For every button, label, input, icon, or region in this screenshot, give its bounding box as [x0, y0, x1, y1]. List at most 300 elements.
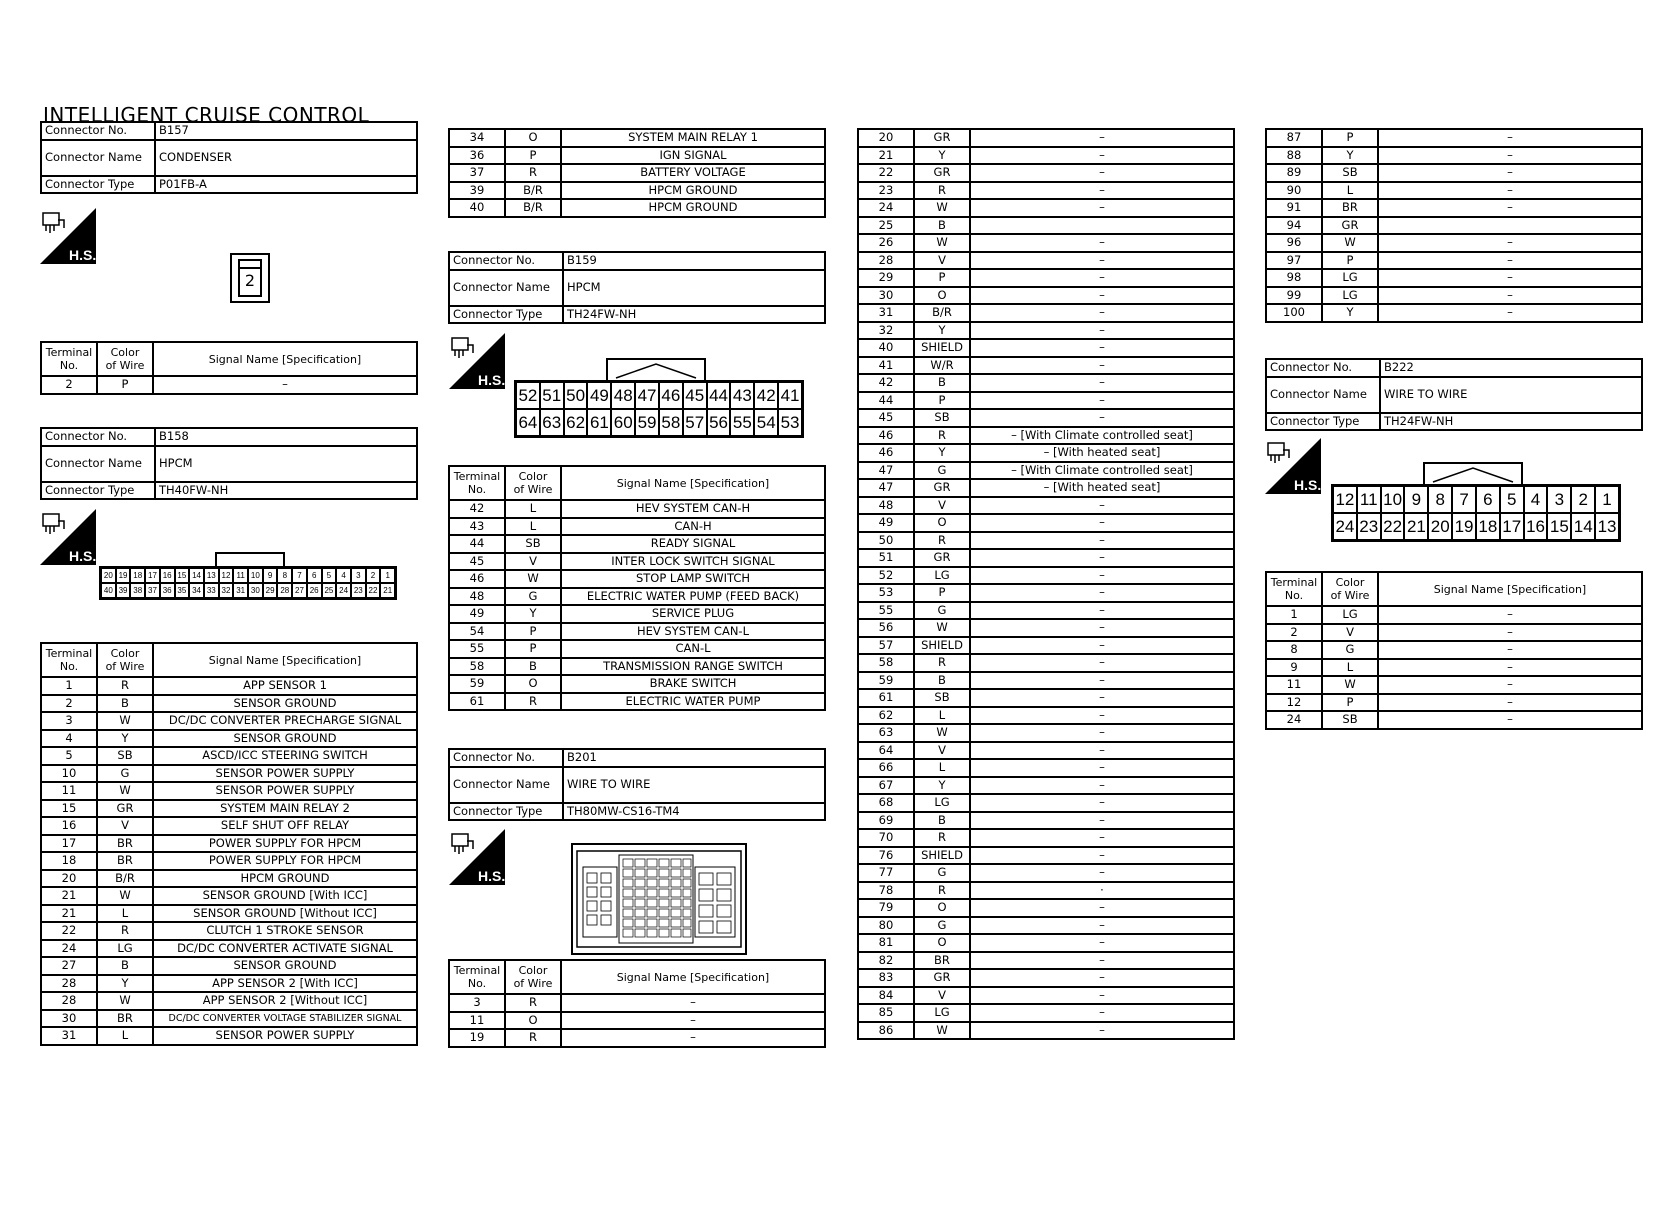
color-cell: O [505, 129, 561, 147]
color-cell: B/R [97, 870, 153, 888]
signal-cell: – [561, 994, 825, 1012]
color-cell: Y [1322, 147, 1378, 165]
connector-b159-terminals [448, 465, 826, 711]
connector-pin: 20 [1428, 513, 1452, 540]
connector-type-value: TH40FW-NH [155, 482, 417, 500]
connector-b159-info [448, 251, 826, 324]
table-row [858, 672, 1234, 690]
connector-pin: 23 [1357, 513, 1381, 540]
table-row [449, 553, 825, 571]
connector-pin: 39 [116, 583, 131, 598]
connector-name-value: WIRE TO WIRE [1380, 377, 1642, 413]
signal-cell: – [970, 374, 1234, 392]
signal-cell: – [970, 917, 1234, 935]
signal-cell [970, 217, 1234, 235]
table-row [449, 588, 825, 606]
connector-pin: 30 [248, 583, 263, 598]
connector-pin: 26 [307, 583, 322, 598]
terminal-cell: 57 [858, 637, 914, 655]
color-cell: L [505, 518, 561, 536]
table-row [858, 619, 1234, 637]
signal-cell: – [970, 864, 1234, 882]
connector-pin: 45 [683, 382, 707, 409]
color-cell: V [914, 497, 970, 515]
terminal-cell: 2 [1266, 624, 1322, 642]
connector-pin: 57 [683, 409, 707, 436]
connector-type-value: TH80MW-CS16-TM4 [563, 803, 825, 821]
table-row [858, 899, 1234, 917]
color-cell: SB [97, 747, 153, 765]
signal-cell: HEV SYSTEM CAN-L [561, 623, 825, 641]
color-cell: GR [914, 969, 970, 987]
table-row [1266, 217, 1642, 235]
color-cell: P [505, 147, 561, 165]
connector-pin: 20 [101, 568, 116, 583]
terminal-cell: 11 [449, 1012, 505, 1030]
signal-cell: SYSTEM MAIN RELAY 1 [561, 129, 825, 147]
table-row [858, 287, 1234, 305]
connector-pin: 1 [1595, 486, 1619, 513]
table-row [858, 969, 1234, 987]
terminal-cell: 48 [858, 497, 914, 515]
signal-cell: – [With heated seat] [970, 444, 1234, 462]
color-cell: Y [914, 322, 970, 340]
terminal-cell: 51 [858, 549, 914, 567]
table-row [41, 905, 417, 923]
table-row [858, 234, 1234, 252]
signal-cell: HPCM GROUND [153, 870, 417, 888]
label-connector-type: Connector Type [41, 482, 155, 500]
label-connector-name: Connector Name [449, 270, 563, 306]
table-row [1266, 182, 1642, 200]
table-row [858, 252, 1234, 270]
terminal-cell: 55 [858, 602, 914, 620]
color-cell: LG [97, 940, 153, 958]
table-row [1266, 606, 1642, 624]
color-cell: B [505, 658, 561, 676]
terminal-cell: 83 [858, 969, 914, 987]
signal-cell: SELF SHUT OFF RELAY [153, 817, 417, 835]
connector-pin: 13 [1595, 513, 1619, 540]
signal-cell: POWER SUPPLY FOR HPCM [153, 835, 417, 853]
signal-cell: – [970, 952, 1234, 970]
table-row [1266, 641, 1642, 659]
color-cell: V [914, 742, 970, 760]
table-row [858, 479, 1234, 497]
connector-pin: 60 [611, 409, 635, 436]
terminal-cell: 24 [1266, 711, 1322, 729]
hs-harness-icon [40, 509, 96, 565]
color-cell: P [505, 640, 561, 658]
color-cell: O [505, 675, 561, 693]
terminal-cell: 58 [858, 654, 914, 672]
color-cell: L [97, 1027, 153, 1045]
signal-cell: – [1378, 147, 1642, 165]
color-cell: G [914, 602, 970, 620]
table-row [858, 829, 1234, 847]
connector-name-value: WIRE TO WIRE [563, 767, 825, 803]
signal-cell: SYSTEM MAIN RELAY 2 [153, 800, 417, 818]
terminal-cell: 55 [449, 640, 505, 658]
terminal-cell: 4 [41, 730, 97, 748]
color-cell: Y [505, 605, 561, 623]
connector-pin: 63 [540, 409, 564, 436]
label-connector-no: Connector No. [449, 749, 563, 767]
terminal-cell: 100 [1266, 304, 1322, 322]
table-row [1266, 659, 1642, 677]
connector-pin: 22 [366, 583, 381, 598]
color-cell: W [505, 570, 561, 588]
connector-type-value: TH24FW-NH [1380, 413, 1642, 431]
signal-cell: – [1378, 659, 1642, 677]
connector-pin: 28 [277, 583, 292, 598]
connector-pin: 2 [366, 568, 381, 583]
color-cell: P [914, 584, 970, 602]
table-row [858, 182, 1234, 200]
color-cell: R [505, 164, 561, 182]
color-cell: P [914, 269, 970, 287]
color-cell: G [914, 864, 970, 882]
signal-cell: HPCM GROUND [561, 199, 825, 217]
color-cell: LG [914, 1004, 970, 1022]
signal-cell: – [970, 532, 1234, 550]
signal-cell: – [970, 514, 1234, 532]
color-cell: V [97, 817, 153, 835]
signal-cell: – [970, 934, 1234, 952]
terminal-cell: 54 [449, 623, 505, 641]
table-row [858, 147, 1234, 165]
signal-cell: – [1378, 711, 1642, 729]
connector-pin: 14 [189, 568, 204, 583]
label-connector-type: Connector Type [41, 176, 155, 194]
signal-cell: – [970, 759, 1234, 777]
signal-cell: SENSOR GROUND [153, 695, 417, 713]
connector-pin: 29 [263, 583, 278, 598]
hs-label: H.S. [478, 868, 505, 884]
table-row [41, 695, 417, 713]
connector-type-value: TH24FW-NH [563, 306, 825, 324]
signal-cell: – [970, 567, 1234, 585]
color-cell: R [97, 922, 153, 940]
table-row [449, 693, 825, 711]
signal-cell: – [970, 1022, 1234, 1040]
signal-cell: – [970, 724, 1234, 742]
signal-cell: – [1378, 182, 1642, 200]
label-connector-no: Connector No. [449, 252, 563, 270]
signal-cell: – [970, 672, 1234, 690]
color-cell: B [914, 217, 970, 235]
signal-cell: SENSOR GROUND [With ICC] [153, 887, 417, 905]
connector-pin: 33 [204, 583, 219, 598]
color-cell: L [914, 707, 970, 725]
terminal-cell: 1 [1266, 606, 1322, 624]
signal-cell: POWER SUPPLY FOR HPCM [153, 852, 417, 870]
label-connector-name: Connector Name [41, 446, 155, 482]
connector-b201-info [448, 748, 826, 821]
terminal-cell: 40 [858, 339, 914, 357]
label-connector-name: Connector Name [41, 140, 155, 176]
terminal-cell: 45 [858, 409, 914, 427]
header-terminal: Terminal No. [41, 342, 97, 376]
connector-pin: 8 [1428, 486, 1452, 513]
terminal-cell: 44 [858, 392, 914, 410]
signal-cell: CAN-H [561, 518, 825, 536]
connector-pin: 18 [130, 568, 145, 583]
connector-b158-terminals-cont [448, 128, 826, 218]
signal-cell: – [1378, 129, 1642, 147]
connector-pin: 4 [1524, 486, 1548, 513]
connector-pin: 22 [1381, 513, 1405, 540]
label-connector-no: Connector No. [41, 428, 155, 446]
table-row [449, 640, 825, 658]
table-row [41, 940, 417, 958]
signal-cell: – [970, 164, 1234, 182]
connector-pin: 31 [233, 583, 248, 598]
connector-pin: 21 [1404, 513, 1428, 540]
table-row [858, 917, 1234, 935]
terminal-cell: 98 [1266, 269, 1322, 287]
table-row [858, 952, 1234, 970]
table-row [449, 147, 825, 165]
signal-cell: – [970, 182, 1234, 200]
connector-no-value: B158 [155, 428, 417, 446]
terminal-cell: 31 [41, 1027, 97, 1045]
terminal-cell: 58 [449, 658, 505, 676]
terminal-cell: 62 [858, 707, 914, 725]
terminal-cell: 8 [1266, 641, 1322, 659]
color-cell: Y [1322, 304, 1378, 322]
signal-cell: – [970, 199, 1234, 217]
color-cell: V [1322, 624, 1378, 642]
color-cell: BR [97, 1010, 153, 1028]
color-cell: SB [1322, 164, 1378, 182]
connector-pin: 25 [322, 583, 337, 598]
color-cell: O [914, 514, 970, 532]
connector-pin: 4 [336, 568, 351, 583]
table-row [858, 777, 1234, 795]
terminal-cell: 20 [41, 870, 97, 888]
color-cell: GR [914, 164, 970, 182]
table-row [858, 1004, 1234, 1022]
signal-cell: – [970, 847, 1234, 865]
terminal-cell: 47 [858, 462, 914, 480]
connector-b157-terminals [40, 341, 418, 395]
terminal-cell: 90 [1266, 182, 1322, 200]
table-row [858, 882, 1234, 900]
color-cell: GR [914, 549, 970, 567]
signal-cell: ELECTRIC WATER PUMP [561, 693, 825, 711]
color-cell: LG [1322, 269, 1378, 287]
signal-cell: – [1378, 606, 1642, 624]
color-cell: GR [914, 479, 970, 497]
signal-cell: READY SIGNAL [561, 535, 825, 553]
signal-cell: – [1378, 676, 1642, 694]
table-row [1266, 694, 1642, 712]
connector-pin: 1 [380, 568, 395, 583]
table-row [449, 164, 825, 182]
terminal-cell: 23 [858, 182, 914, 200]
signal-cell: ASCD/ICC STEERING SWITCH [153, 747, 417, 765]
terminal-cell: 28 [41, 992, 97, 1010]
signal-cell: – [970, 829, 1234, 847]
color-cell: W [1322, 676, 1378, 694]
connector-pin: 51 [540, 382, 564, 409]
color-cell: BR [97, 835, 153, 853]
color-cell: SB [914, 409, 970, 427]
color-cell: SB [1322, 711, 1378, 729]
table-row [449, 518, 825, 536]
connector-b158-info [40, 427, 418, 500]
terminal-cell: 45 [449, 553, 505, 571]
table-row [1266, 287, 1642, 305]
page-title: INTELLIGENT CRUISE CONTROL [43, 103, 370, 127]
signal-cell: – [970, 322, 1234, 340]
terminal-cell: 20 [858, 129, 914, 147]
signal-cell: APP SENSOR 1 [153, 677, 417, 695]
color-cell: P [505, 623, 561, 641]
terminal-cell: 28 [858, 252, 914, 270]
signal-cell: – [1378, 252, 1642, 270]
terminal-cell: 11 [1266, 676, 1322, 694]
color-cell: O [914, 287, 970, 305]
connector-pin: 11 [1357, 486, 1381, 513]
connector-pin: 9 [1404, 486, 1428, 513]
table-row [41, 992, 417, 1010]
terminal-cell: 3 [449, 994, 505, 1012]
signal-cell: HPCM GROUND [561, 182, 825, 200]
terminal-cell: 79 [858, 899, 914, 917]
color-cell: W [97, 782, 153, 800]
terminal-cell: 42 [449, 500, 505, 518]
connector-pin: 15 [175, 568, 190, 583]
connector-pin: 6 [307, 568, 322, 583]
terminal-cell: 3 [41, 712, 97, 730]
signal-cell: – [1378, 269, 1642, 287]
hs-label: H.S. [69, 247, 96, 263]
terminal-cell: 43 [449, 518, 505, 536]
color-cell: G [1322, 641, 1378, 659]
terminal-cell: 22 [41, 922, 97, 940]
color-cell: B [914, 812, 970, 830]
header-color: Color of Wire [97, 342, 153, 376]
color-cell: W [914, 724, 970, 742]
table-row [858, 304, 1234, 322]
terminal-cell: 68 [858, 794, 914, 812]
terminal-cell: 69 [858, 812, 914, 830]
signal-cell: – [561, 1012, 825, 1030]
signal-cell: SENSOR GROUND [153, 957, 417, 975]
color-cell: GR [914, 129, 970, 147]
connector-pin: 13 [204, 568, 219, 583]
terminal-cell: 42 [858, 374, 914, 392]
color-cell: SHIELD [914, 339, 970, 357]
connector-pin: 55 [730, 409, 754, 436]
color-cell: R [914, 532, 970, 550]
table-row [1266, 147, 1642, 165]
color-cell: W [97, 992, 153, 1010]
signal-cell: CLUTCH 1 STROKE SENSOR [153, 922, 417, 940]
color-cell: LG [1322, 287, 1378, 305]
connector-pin: 62 [564, 409, 588, 436]
terminal-cell: 64 [858, 742, 914, 760]
label-connector-no: Connector No. [1266, 359, 1380, 377]
signal-cell: SENSOR GROUND [Without ICC] [153, 905, 417, 923]
signal-cell: – [970, 1004, 1234, 1022]
table-row [449, 623, 825, 641]
table-row [858, 812, 1234, 830]
terminal-cell: 82 [858, 952, 914, 970]
table-row [449, 1012, 825, 1030]
connector-pin: 10 [248, 568, 263, 583]
terminal-cell: 36 [449, 147, 505, 165]
table-row [858, 689, 1234, 707]
connector-pin: 58 [659, 409, 683, 436]
terminal-cell: 18 [41, 852, 97, 870]
table-row [858, 514, 1234, 532]
connector-pin: 50 [564, 382, 588, 409]
table-row [858, 934, 1234, 952]
table-row [449, 182, 825, 200]
connector-pin: 35 [175, 583, 190, 598]
signal-cell: SERVICE PLUG [561, 605, 825, 623]
color-cell: Y [97, 975, 153, 993]
color-cell: BR [97, 852, 153, 870]
terminal-cell: 21 [41, 887, 97, 905]
table-row [41, 835, 417, 853]
header-terminal: Terminal No. [449, 960, 505, 994]
terminal-cell: 80 [858, 917, 914, 935]
label-connector-type: Connector Type [449, 803, 563, 821]
terminal-cell: 99 [1266, 287, 1322, 305]
signal-cell: DC/DC CONVERTER PRECHARGE SIGNAL [153, 712, 417, 730]
terminal-cell: 27 [41, 957, 97, 975]
color-cell: B/R [505, 199, 561, 217]
color-cell: G [97, 765, 153, 783]
signal-cell: – [970, 899, 1234, 917]
table-row [41, 975, 417, 993]
label-connector-type: Connector Type [1266, 413, 1380, 431]
signal-cell: – [1378, 694, 1642, 712]
table-row [858, 497, 1234, 515]
terminal-cell: 89 [1266, 164, 1322, 182]
label-connector-no: Connector No. [41, 122, 155, 140]
table-row [858, 584, 1234, 602]
color-cell: O [505, 1012, 561, 1030]
signal-cell: – [1378, 287, 1642, 305]
color-cell: R [914, 427, 970, 445]
signal-cell: – [970, 777, 1234, 795]
terminal-cell: 87 [1266, 129, 1322, 147]
terminal-cell: 24 [858, 199, 914, 217]
header-signal: Signal Name [Specification] [1378, 572, 1642, 606]
signal-cell: – [970, 269, 1234, 287]
connector-pin: 47 [635, 382, 659, 409]
table-row [858, 322, 1234, 340]
connector-pin: 16 [1524, 513, 1548, 540]
terminal-cell: 88 [1266, 147, 1322, 165]
connector-pin: 10 [1381, 486, 1405, 513]
signal-cell: CAN-L [561, 640, 825, 658]
terminal-cell: 15 [41, 800, 97, 818]
table-row [449, 570, 825, 588]
table-row [858, 392, 1234, 410]
color-cell: G [914, 917, 970, 935]
color-cell: R [505, 1029, 561, 1047]
table-row [41, 747, 417, 765]
table-row: 2 P – [41, 376, 417, 394]
hs-harness-icon [1265, 438, 1321, 494]
color-cell: GR [1322, 217, 1378, 235]
